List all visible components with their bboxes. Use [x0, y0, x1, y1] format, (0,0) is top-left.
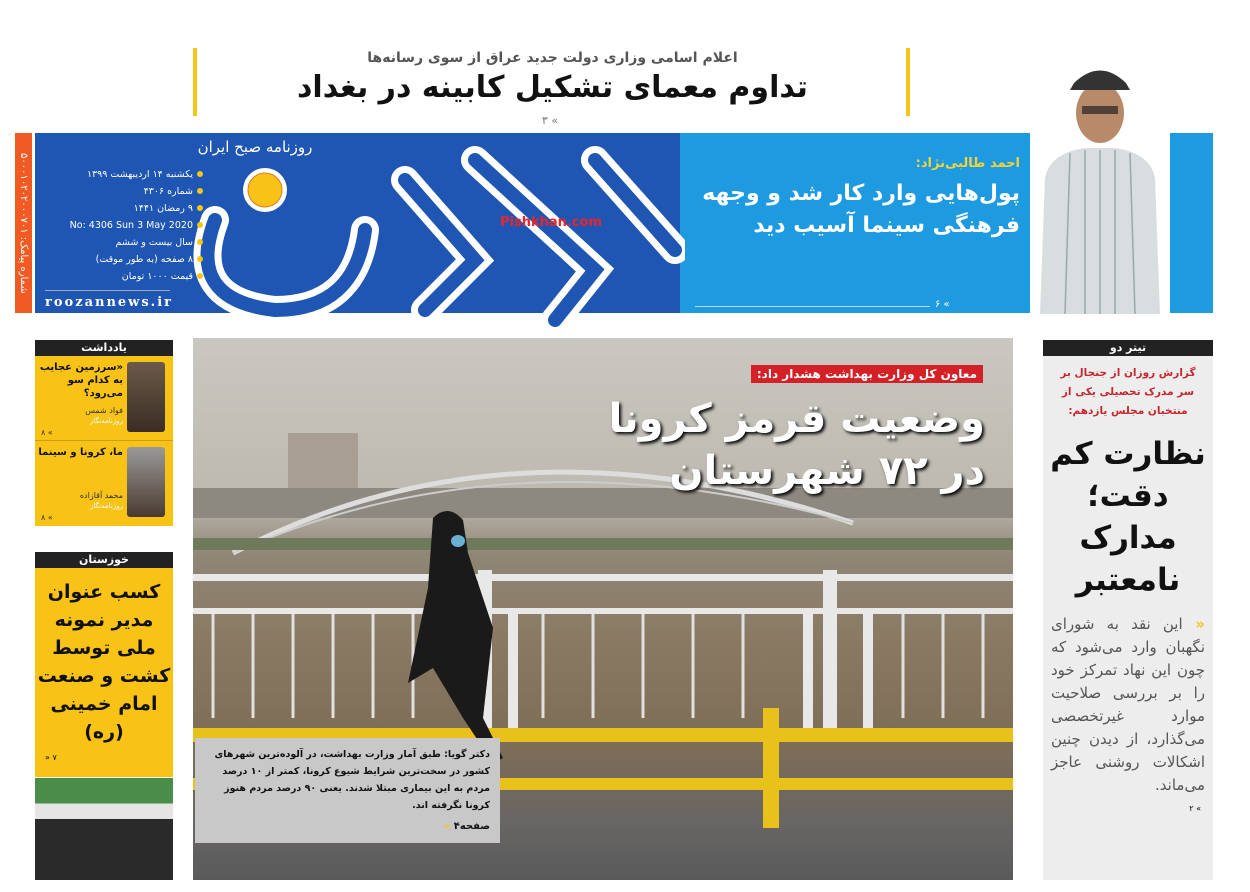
issue-info	[38, 166, 203, 285]
opinion-title: «سرزمین عجایب به کدام سو می‌رود؟	[39, 362, 123, 399]
feature-kicker: احمد طالبی‌نژاد:	[915, 156, 1020, 171]
main-story-kicker: معاون کل وزارت بهداشت هشدار داد:	[751, 365, 983, 383]
masthead-tagline: روزنامه صبح ایران	[197, 138, 313, 156]
author-photo	[127, 362, 165, 432]
accent-bar	[193, 48, 197, 116]
author-photo	[127, 447, 165, 517]
feature-headline[interactable]: پول‌هایی وارد کار شد و وجهه فرهنگی سینما آسیب دید	[702, 181, 1020, 238]
portrait-photo	[1030, 58, 1170, 314]
second-story-page: » ۲	[1189, 804, 1201, 813]
chevron-icon: »	[443, 821, 451, 832]
issue-info-line: ۹ رمضان ۱۴۴۱	[38, 200, 203, 217]
second-story[interactable]	[1043, 340, 1213, 880]
feature-page: » ۶	[935, 299, 950, 310]
opinion-page: » ۸	[41, 428, 53, 437]
opinion-author: فواد شمس	[85, 406, 123, 415]
opinion-item[interactable]	[35, 356, 173, 441]
khuzestan-headline: کسب عنوان مدیر نمونه ملی توسط کشت و صنعت امام خمینی (ره)	[37, 581, 171, 743]
issue-info-line: شماره ۴۳۰۶	[38, 183, 203, 200]
caption-page-link[interactable]: صفحه۴ »	[443, 821, 490, 832]
top-story-kicker: اعلام اسامی وزاری دولت جدید عراق از سوی رسانه‌ها	[367, 50, 738, 66]
bullet-icon	[197, 188, 203, 194]
top-story-headline[interactable]: تداوم معمای تشکیل کابینه در بغداد	[297, 70, 808, 105]
website-link[interactable]: roozannews.ir	[45, 290, 170, 310]
logo	[175, 140, 685, 330]
khuzestan-box[interactable]	[35, 552, 173, 777]
bullet-icon	[197, 171, 203, 177]
opinion-title: ما، کرونا و سینما	[38, 447, 123, 458]
watermark: Pishkhan.com	[500, 215, 603, 230]
divider	[695, 306, 930, 307]
bullet-icon	[197, 273, 203, 279]
issue-info-line: ۸ صفحه (به طور موقت)	[38, 251, 203, 268]
issue-info-line: سال بیست و ششم	[38, 234, 203, 251]
main-story[interactable]	[193, 338, 1013, 880]
second-story-body: « این نقد به شورای نگهبان وارد می‌شود که چون این نهاد تمرکز خود را بر بررسی صلاحیت موارد غیرتخصصی می‌گذارد، از دیدن چنین اشکالات روشنی عاجز می‌ماند.	[1051, 615, 1205, 794]
second-story-header: تیتر دو	[1043, 340, 1213, 356]
khuzestan-page: » ۷	[45, 753, 57, 762]
caption-text: دکتر گویا: طبق آمار وزارت بهداشت، در آلوده‌ترین شهرهای کشور در سخت‌ترین شرایط شیوع کرونا، کمتر از ۱۰ درصد مردم به این بیماری مبتلا شدند. یعنی ۹۰ درصد مردم هنوز کرونا نگرفته اند.	[214, 749, 490, 811]
issue-info-line: No: 4306 Sun 3 May 2020	[38, 217, 203, 234]
accent-bar	[906, 48, 910, 116]
sms-number: شماره پیامک: ۵۰۰۰۱۰۲۰۲۰۰۰۷۰۱	[15, 133, 32, 313]
top-story-page: » ۳	[541, 114, 559, 127]
main-story-caption	[195, 738, 500, 843]
opinion-role: روزنامه‌نگار	[89, 502, 123, 510]
opinion-header: یادداشت	[35, 340, 173, 356]
opinion-item[interactable]	[35, 441, 173, 526]
bullet-icon	[197, 222, 203, 228]
issue-info-line: قیمت ۱۰۰۰ تومان	[38, 268, 203, 285]
quote-icon: «	[1182, 615, 1205, 633]
main-story-headline: وضعیت قرمز کرونا در ۷۲ شهرستان	[608, 396, 985, 494]
bullet-icon	[197, 239, 203, 245]
bullet-icon	[197, 205, 203, 211]
khuzestan-header: خوزستان	[35, 552, 173, 568]
opinion-box	[35, 340, 173, 526]
ceremony-photo	[35, 778, 173, 880]
issue-info-line: یکشنبه ۱۴ اردیبهشت ۱۳۹۹	[38, 166, 203, 183]
second-story-headline: نظارت کم دقت؛ مدارک نامعتبر	[1050, 436, 1206, 598]
bullet-icon	[197, 256, 203, 262]
second-story-kicker: گزارش روزان از جنجال بر سر مدرک تحصیلی یکی از منتخبان مجلس یازدهم:	[1060, 367, 1196, 417]
opinion-author: محمد آقازاده	[79, 491, 123, 500]
opinion-role: روزنامه‌نگار	[89, 417, 123, 425]
opinion-page: » ۸	[41, 513, 53, 522]
